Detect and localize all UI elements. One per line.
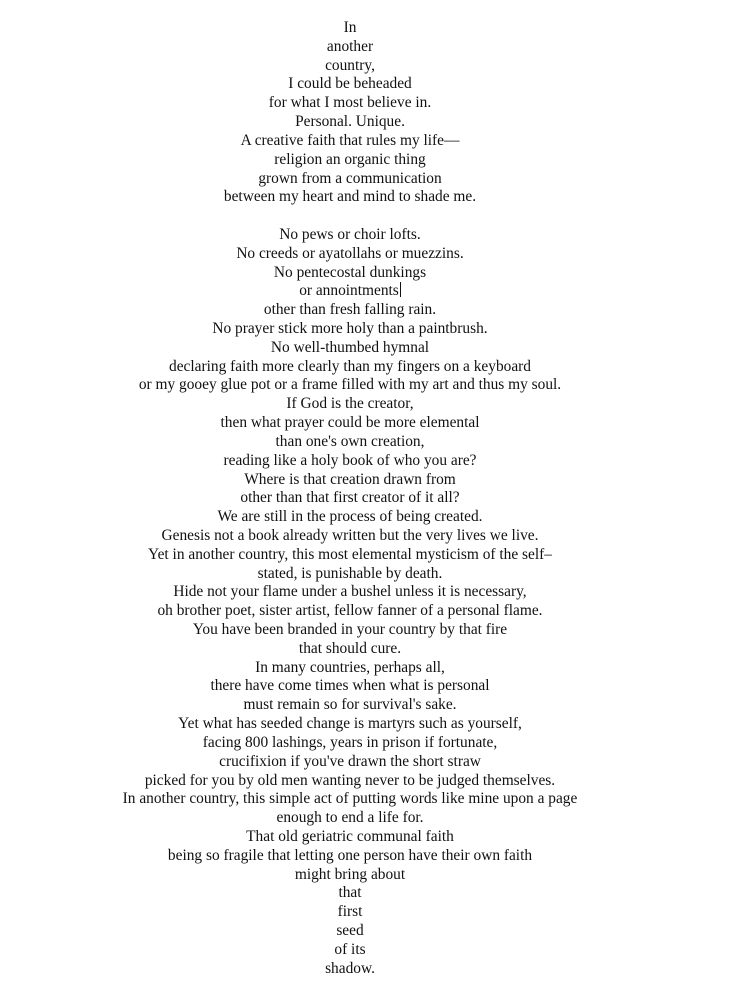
poem-line: there have come times when what is personal (210, 677, 490, 695)
text-cursor (400, 282, 401, 297)
poem-line: No well-thumbed hymnal (270, 338, 430, 356)
poem-line: than one's own creation, (275, 432, 425, 450)
poem-line: Yet in another country, this most elemental mysticism of the self– (148, 545, 552, 563)
stanza-2 (0, 226, 700, 979)
poem-line: crucifixion if you've drawn the short straw (219, 752, 481, 770)
poem-line: Where is that creation drawn from (244, 470, 456, 488)
poem-line-text: or annointments (299, 282, 399, 300)
poem-line: stated, is punishable by death. (257, 564, 443, 582)
poem-line: that (338, 884, 362, 902)
poem-line: reading like a holy book of who you are? (223, 451, 477, 469)
poem-line: enough to end a life for. (276, 809, 424, 827)
poem-line: Genesis not a book already written but the very lives we live. (161, 526, 539, 544)
poem-line: A creative faith that rules my life–– (240, 131, 460, 149)
poem-line: might bring about (294, 865, 406, 883)
poem-line: I could be beheaded (288, 75, 412, 93)
poem-line: No prayer stick more holy than a paintbrush. (212, 320, 488, 337)
poem-line: between my heart and mind to shade me. (223, 188, 477, 206)
poem-line: of its (334, 940, 366, 958)
poem-line: No creeds or ayatollahs or muezzins. (236, 244, 464, 262)
poem-line: No pews or choir lofts. (279, 225, 421, 243)
poem-line: picked for you by old men wanting never to be judged themselves. (144, 771, 556, 789)
poem-line: other than that first creator of it all? (240, 489, 460, 507)
poem-line: religion an organic thing (274, 150, 426, 168)
poem-line: another (326, 37, 374, 55)
poem-line: facing 800 lashings, years in prison if fortunate, (202, 733, 498, 751)
poem-line: declaring faith more clearly than my fingers on a keyboard (169, 357, 531, 375)
poem-line: You have been branded in your country by that fire (192, 621, 508, 638)
poem-line: country, (325, 56, 375, 74)
poem-line: We are still in the process of being created. (217, 508, 483, 526)
poem (0, 19, 700, 978)
poem-line: In (343, 19, 357, 36)
poem-line: In many countries, perhaps all, (255, 658, 445, 676)
stanza-break (0, 207, 700, 226)
poem-line: first (337, 903, 363, 921)
poem-line: seed (336, 922, 364, 939)
poem-line: for what I most believe in. (268, 94, 432, 112)
poem-line: or my gooey glue pot or a frame filled with my art and thus my soul. (138, 376, 562, 394)
poem-line: That old geriatric communal faith (246, 827, 454, 845)
poem-line: If God is the creator, (286, 395, 414, 413)
poem-line: Yet what has seeded change is martyrs such as yourself, (178, 715, 522, 733)
poem-line: being so fragile that letting one person have their own faith (167, 846, 533, 864)
poem-line: oh brother poet, sister artist, fellow fanner of a personal flame. (157, 602, 543, 620)
poem-line: other than fresh falling rain. (263, 301, 437, 319)
poem-line: In another country, this simple act of putting words like mine upon a page (122, 790, 578, 808)
poem-line-with-cursor (0, 282, 700, 301)
poem-line: No pentecostal dunkings (273, 263, 427, 281)
poem-line: Hide not your flame under a bushel unless it is necessary, (173, 583, 527, 601)
poem-line: then what prayer could be more elemental (220, 414, 480, 432)
poem-line: that should cure. (298, 639, 402, 657)
stanza-1 (0, 19, 700, 207)
poem-line: must remain so for survival's sake. (243, 696, 457, 714)
poem-line: Personal. Unique. (295, 113, 405, 131)
poem-line: grown from a communication (258, 169, 442, 187)
poem-line: shadow. (325, 959, 375, 977)
